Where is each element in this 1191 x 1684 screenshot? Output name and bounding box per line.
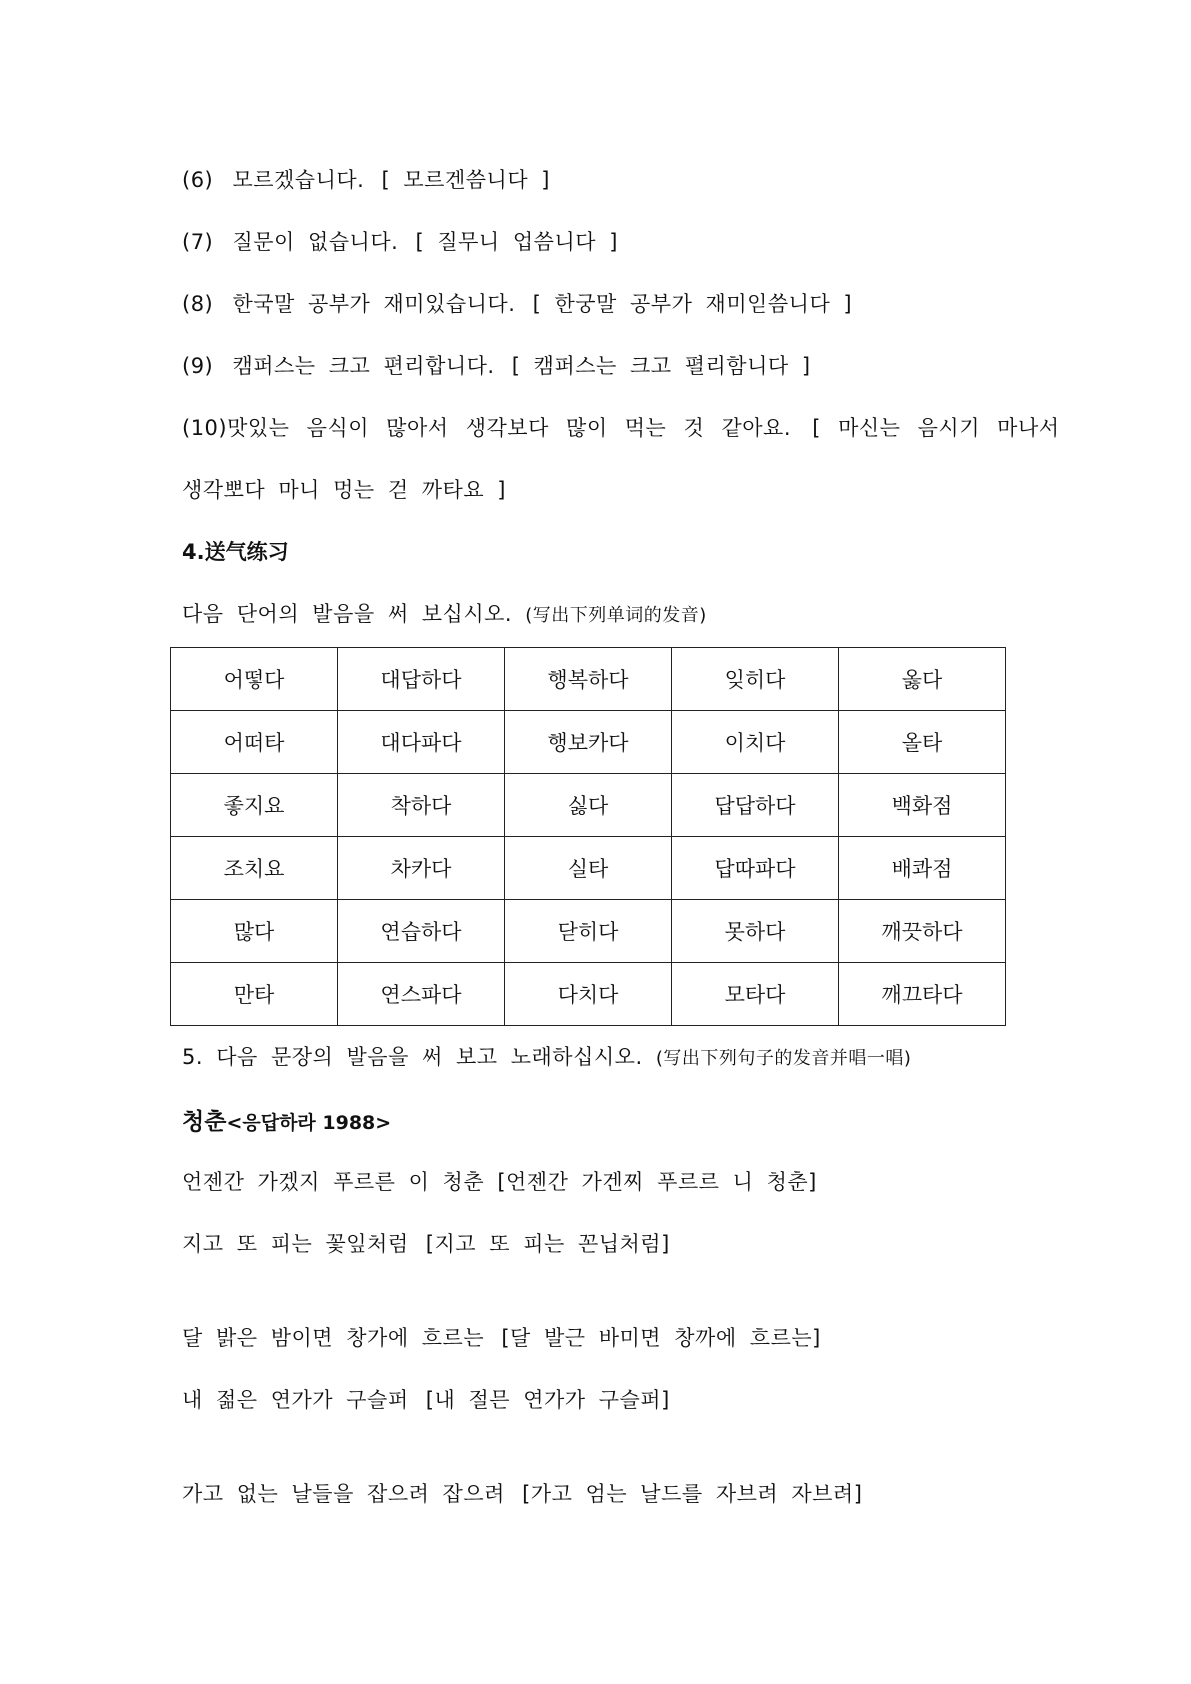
sentence-pronunciation: [ 모르겐씀니다 ] xyxy=(381,168,550,192)
table-cell: 다치다 xyxy=(505,963,672,1026)
table-cell: 연스파다 xyxy=(338,963,505,1026)
sentence-number: (8) xyxy=(182,292,214,316)
lyric-pronunciation: [언젠간 가겐찌 푸르르 니 청춘] xyxy=(497,1170,817,1194)
sentence-pronunciation: [ 한궁말 공부가 재미읻씀니다 ] xyxy=(532,292,853,316)
section-4-instruction-line xyxy=(182,598,707,628)
table-cell: 싫다 xyxy=(505,774,672,837)
table-cell: 이치다 xyxy=(672,711,839,774)
sentence-text: 모르겠습니다. xyxy=(232,168,365,192)
lyric-text: 달 밝은 밤이면 창가에 흐르는 xyxy=(182,1326,485,1350)
sentence-9 xyxy=(182,350,811,380)
sentence-10-continued xyxy=(182,474,506,504)
lyric-pronunciation: [달 발근 바미면 창까에 흐르는] xyxy=(501,1326,821,1350)
table-cell: 행복하다 xyxy=(505,648,672,711)
section-5-instruction: 5. 다음 문장의 발음을 써 보고 노래하십시오. xyxy=(182,1045,643,1069)
word-pronunciation-table xyxy=(170,647,1006,1026)
section-4-instruction-chinese: (写出下列单词的发音) xyxy=(525,605,707,626)
lyric-line-3 xyxy=(182,1322,821,1352)
table-cell: 조치요 xyxy=(171,837,338,900)
table-cell: 차카다 xyxy=(338,837,505,900)
lyric-pronunciation: [지고 또 피는 꼰닙처럼] xyxy=(425,1232,670,1256)
table-cell: 대답하다 xyxy=(338,648,505,711)
table-cell: 닫히다 xyxy=(505,900,672,963)
table-cell: 대다파다 xyxy=(338,711,505,774)
song-subtitle: <응답하라 1988> xyxy=(226,1112,392,1134)
table-row xyxy=(171,963,1006,1026)
table-cell: 깨끗하다 xyxy=(839,900,1006,963)
section-4-instruction: 다음 단어의 발음을 써 보십시오. xyxy=(182,602,513,626)
table-cell: 어떠타 xyxy=(171,711,338,774)
sentence-text: 캠퍼스는 크고 편리합니다. xyxy=(232,354,495,378)
sentence-text: 질문이 없습니다. xyxy=(232,230,399,254)
section-4-title: 4.送气练习 xyxy=(182,540,289,564)
table-cell: 실타 xyxy=(505,837,672,900)
table-cell: 많다 xyxy=(171,900,338,963)
table-cell: 행보카다 xyxy=(505,711,672,774)
sentence-7 xyxy=(182,226,618,256)
section-5-instruction-line xyxy=(182,1041,911,1071)
lyric-text: 지고 또 피는 꽃잎처럼 xyxy=(182,1232,409,1256)
table-row xyxy=(171,900,1006,963)
lyric-text: 언젠간 가겠지 푸르른 이 청춘 xyxy=(182,1170,485,1194)
sentence-8 xyxy=(182,288,852,318)
sentence-6 xyxy=(182,164,550,194)
sentence-number: (10) xyxy=(182,416,228,440)
table-cell: 백화점 xyxy=(839,774,1006,837)
lyric-line-4 xyxy=(182,1384,670,1414)
lyric-line-1 xyxy=(182,1166,817,1196)
table-cell: 모타다 xyxy=(672,963,839,1026)
section-5-instruction-chinese: (写出下列句子的发音并唱一唱) xyxy=(655,1048,912,1069)
table-cell: 옳다 xyxy=(839,648,1006,711)
table-cell: 착하다 xyxy=(338,774,505,837)
table-cell: 좋지요 xyxy=(171,774,338,837)
table-cell: 잊히다 xyxy=(672,648,839,711)
sentence-pronunciation: [ 마신는 음시기 마나서 xyxy=(812,416,1060,440)
song-title-line xyxy=(182,1103,391,1136)
sentence-number: (9) xyxy=(182,354,214,378)
table-row xyxy=(171,837,1006,900)
sentence-text: 맛있는 음식이 많아서 생각보다 많이 먹는 것 같아요. xyxy=(227,416,792,440)
table-row xyxy=(171,648,1006,711)
lyric-line-5 xyxy=(182,1478,862,1508)
table-cell: 답따파다 xyxy=(672,837,839,900)
table-cell: 못하다 xyxy=(672,900,839,963)
table-row xyxy=(171,711,1006,774)
sentence-pronunciation: [ 질무니 업씀니다 ] xyxy=(415,230,618,254)
table-cell: 배콰점 xyxy=(839,837,1006,900)
lyric-line-2 xyxy=(182,1228,670,1258)
lyric-pronunciation: [가고 엄는 날드를 자브려 자브려] xyxy=(522,1482,863,1506)
lyric-text: 가고 없는 날들을 잡으려 잡으려 xyxy=(182,1482,505,1506)
sentence-pronunciation: [ 캠퍼스는 크고 펼리함니다 ] xyxy=(511,354,811,378)
song-title: 청춘 xyxy=(182,1109,227,1135)
sentence-10 xyxy=(182,412,1060,442)
sentence-pronunciation-continued: 생각뽀다 마니 멍는 걷 까타요 ] xyxy=(182,478,507,502)
table-cell: 만타 xyxy=(171,963,338,1026)
table-cell: 올타 xyxy=(839,711,1006,774)
sentence-text: 한국말 공부가 재미있습니다. xyxy=(232,292,516,316)
sentence-number: (7) xyxy=(182,230,214,254)
lyric-text: 내 젊은 연가가 구슬퍼 xyxy=(182,1388,409,1412)
table-cell: 어떻다 xyxy=(171,648,338,711)
sentence-number: (6) xyxy=(182,168,214,192)
table-cell: 깨끄타다 xyxy=(839,963,1006,1026)
table-cell: 답답하다 xyxy=(672,774,839,837)
table-cell: 연습하다 xyxy=(338,900,505,963)
lyric-pronunciation: [내 절믄 연가가 구슬퍼] xyxy=(425,1388,670,1412)
table-row xyxy=(171,774,1006,837)
